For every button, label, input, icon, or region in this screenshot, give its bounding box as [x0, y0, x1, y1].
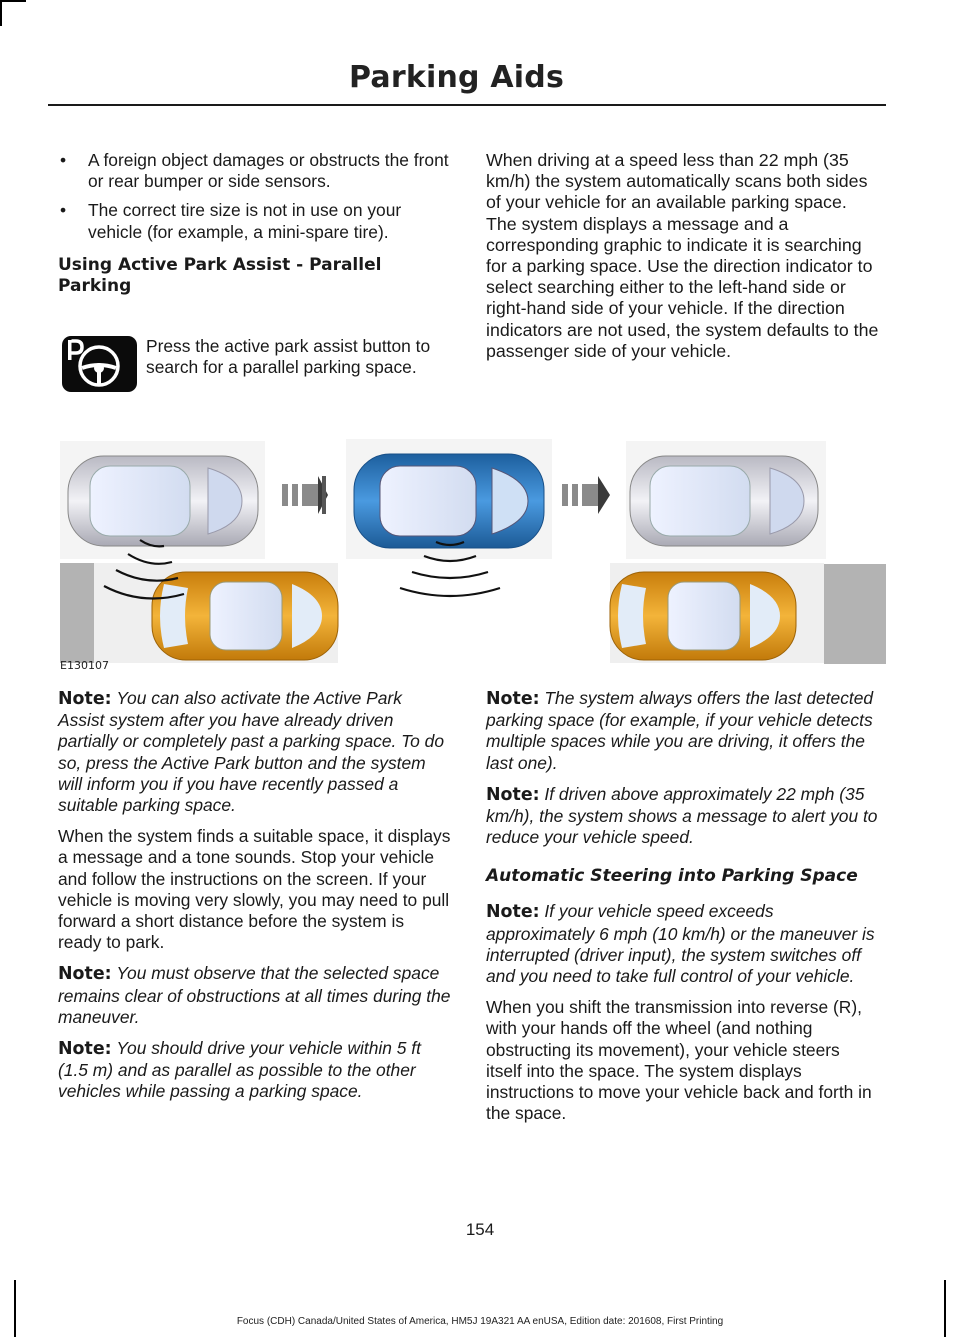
white-car-left [68, 456, 258, 546]
note [486, 688, 880, 774]
footer-edition: Focus (CDH) Canada/United States of America, HM5J 19A321 AA enUSA, Edition date: 201608, First Printing [236, 1316, 724, 1327]
note-text: You must observe that the selected space remains clear of obstructions at all times during the maneuver. [58, 963, 451, 1027]
figure-label: E130107 [60, 659, 109, 672]
body-paragraph: When you shift the transmission into reverse (R), with your hands off the wheel (and nothing obstructing its movement), your vehicle steers itself into the space. The system displays instructions to move your vehicle back and forth in the space. [486, 997, 872, 1124]
note-label: Note: [58, 964, 112, 985]
crop-mark [944, 1280, 946, 1337]
note-text: The system always offers the last detected parking space (for example, if your vehicle detects multiple spaces while you are driving, it offers the last one). [486, 688, 874, 773]
white-car-right [630, 456, 818, 546]
section-heading: Using Active Park Assist - Parallel Parking [58, 254, 382, 296]
section-heading: Automatic Steering into Parking Space [486, 866, 858, 887]
list-item: • A foreign object damages or obstructs the front or rear bumper or side sensors. [58, 150, 450, 192]
note-text: You should drive your vehicle within 5 ft (1.5 m) and as parallel as possible to the other vehicles while passing a parking space. [58, 1038, 421, 1102]
body-paragraph: When the system finds a suitable space, it displays a message and a tone sounds. Stop your vehicle and follow the instructions on the screen. If your vehicle is moving very slowly, you may need to pull forward a short distance before the system is ready to park. [58, 826, 451, 953]
note [58, 688, 452, 816]
note-label: Note: [486, 689, 540, 709]
note [486, 784, 880, 849]
active-park-assist-icon [62, 336, 137, 392]
header-divider [48, 104, 886, 106]
arrow-right-icon [562, 476, 610, 514]
crop-mark [0, 0, 2, 26]
note [486, 901, 880, 987]
arrow-right-icon [282, 476, 328, 514]
blue-car [354, 454, 544, 548]
right-column-bottom [486, 688, 880, 1134]
press-instruction: Press the active park assist button to search for a parallel parking space. [146, 336, 431, 378]
parking-illustration [60, 436, 886, 680]
left-column-bottom [58, 688, 452, 1113]
list-item: • The correct tire size is not in use on your vehicle (for example, a mini-spare tire). [58, 200, 450, 242]
note-text: If your vehicle speed exceeds approximately 6 mph (10 km/h) or the maneuver is interrupted (driver input), the system switches off and you need to take full control of your vehicle. [486, 901, 875, 987]
note [58, 1038, 452, 1103]
orange-car-left [152, 572, 338, 660]
page-number: 154 [465, 1220, 495, 1239]
left-column-top [58, 150, 450, 297]
crop-mark [0, 0, 26, 2]
page-title: Parking Aids [349, 60, 564, 95]
note-label: Note: [58, 689, 112, 709]
curb-left [60, 563, 94, 663]
note [58, 963, 452, 1028]
note-text: If driven above approximately 22 mph (35 km/h), the system shows a message to alert you to reduce your vehicle speed. [486, 783, 878, 848]
note-label: Note: [58, 1039, 112, 1060]
orange-car-right [610, 572, 796, 660]
note-label: Note: [486, 902, 540, 923]
bullet-list [58, 150, 450, 243]
note-label: Note: [486, 784, 540, 805]
right-column-top [486, 150, 880, 372]
curb-right [824, 564, 886, 664]
note-text: You can also activate the Active Park Assist system after you have already driven partially or completely past a parking space. To do so, press the Active Park button and the system will inform you if you have recently passed a suitable parking space. [58, 688, 445, 816]
crop-mark [14, 1280, 16, 1337]
body-paragraph: When driving at a speed less than 22 mph (35 km/h) the system automatically scans both sides of your vehicle for an available parking space. The system displays a message and a corresponding graphic to indicate it is searching for a parking space. Use the direction indicator to select searching either to the left-hand side or right-hand side of your vehicle. If the direction indicators are not used, the system defaults to the passenger side of your vehicle. [486, 150, 879, 361]
